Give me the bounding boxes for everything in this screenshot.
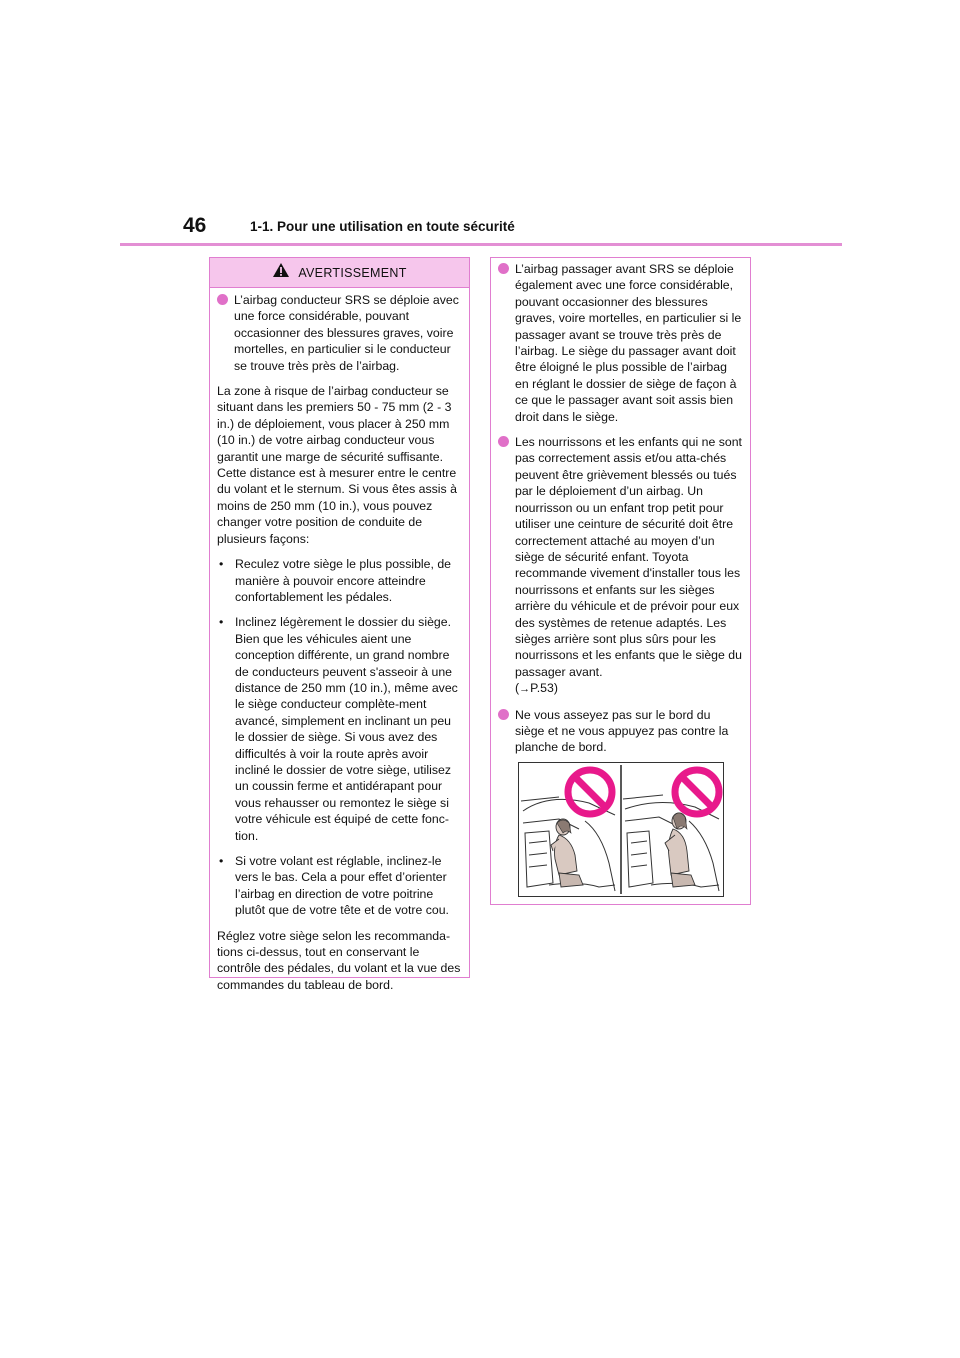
list-bullet: • (219, 557, 224, 572)
seating-illustration (518, 762, 724, 897)
warning-paragraph: La zone à risque de l’airbag conducteur se situant dans les premiers 50 - 75 mm (2 - 3 in.) de déploiement, vous placer à 250 mm (10 in.) de votre airbag conducteur vous garantit une marge de sécurité suffisante. Cette distance est à mesurer entre le centre du volant et le sternum. Si vous êtes assis à moins de 250 mm (10 in.), vous pouvez changer votre position de conduite de plusieurs façons: (217, 384, 457, 546)
warning-bullet-text: L’airbag passager avant SRS se déploie également avec une force considérable, pouvant occasionner des blessures graves, voire mortelles, en particulier si le passager avant se trouve très près de l’airbag. Le siège du passager avant doit être éloigné le plus possible de l’airbag en réglant le dossier de siège de façon à ce que le passager avant soit assis bien droit dans le siège. (515, 262, 742, 424)
warning-triangle-icon (272, 262, 290, 283)
list-item (217, 614, 462, 844)
list-item (217, 556, 462, 605)
warning-bullet (498, 434, 743, 698)
bullet-icon (498, 436, 509, 447)
bullet-icon (498, 263, 509, 274)
list-item-text: Inclinez légèrement le dossier du siège. Bien que les véhicules aient une conception différente, un grand nombre de conducteurs peuvent s'asseoir à une distance de 250 mm (10 in.), même avec le siège conducteur complète-ment avancé, simplement en inclinant un peu le dossier de siège. Si vous avez des difficultés à voir la route après avoir incliné le dossier de votre siège, utilisez un coussin ferme et antidérapant pour vous rehausser ou remontez le siège si votre véhicule est équipé de cette fonc-tion. (235, 615, 458, 843)
warning-box (209, 257, 470, 992)
warning-bullet-text (515, 434, 743, 698)
warning-title: AVERTISSEMENT (298, 265, 407, 280)
warning-paragraph: Réglez votre siège selon les recommanda-tions ci-dessus, tout en conservant le contrôle des pédales, du volant et la vue des commandes du tableau de bord. (217, 928, 461, 992)
prohibition-icon (671, 766, 723, 818)
prohibition-icon (564, 766, 616, 818)
page-reference[interactable] (515, 681, 558, 695)
arrow-right-icon: → (519, 683, 531, 696)
warning-bullet-text: Ne vous asseyez pas sur le bord du siège et ne vous appuyez pas contre la planche de bord. (515, 707, 729, 755)
section-title: 1-1. Pour une utilisation en toute sécurité (250, 219, 515, 234)
list-item-text: Si votre volant est réglable, inclinez-le vers le bas. Cela a pour effet d’orienter l’airbag en direction de votre poitrine plutôt que de votre tête et de votre cou. (235, 854, 449, 918)
list-bullet: • (219, 615, 224, 630)
bullet-icon (217, 294, 228, 305)
warning-bullet (498, 261, 743, 425)
list-item-text: Reculez votre siège le plus possible, de manière à pouvoir encore atteindre confortablement les pédales. (235, 557, 452, 604)
page-number: 46 (183, 214, 207, 237)
warning-bullet (217, 292, 462, 374)
list-item (217, 853, 462, 919)
page-reference-open: ( (515, 681, 520, 696)
warning-header (210, 258, 469, 288)
bullet-body: Les nourrissons et les enfants qui ne sont pas correctement assis et/ou atta-chés peuvent être grièvement blessés ou tués par le déploiement d’un airbag. Un nourrisson ou un enfant trop petit pour utiliser une ceinture de sécurité doit être correctement attaché au moyen d’un siège de sécurité enfant. Toyota recommande vivement d'installer tous les nourrissons et enfants sur les sièges arrière du véhicule et de prévoir pour eux des systèmes de retenue adaptés. Les sièges arrière sont plus sûrs pour les nourrissons et les enfants que le siège du passager avant. (515, 435, 742, 679)
warning-bullet (498, 707, 743, 756)
header-rule (120, 243, 842, 246)
bullet-icon (498, 709, 509, 720)
page-reference-target: P.53) (530, 681, 558, 696)
list-bullet: • (219, 854, 224, 868)
warning-bullet-text: L’airbag conducteur SRS se déploie avec une force considérable, pouvant occasionner des blessures graves, voire mortelles, en particulier si le conducteur se trouve très près de l’airbag. (234, 293, 459, 373)
